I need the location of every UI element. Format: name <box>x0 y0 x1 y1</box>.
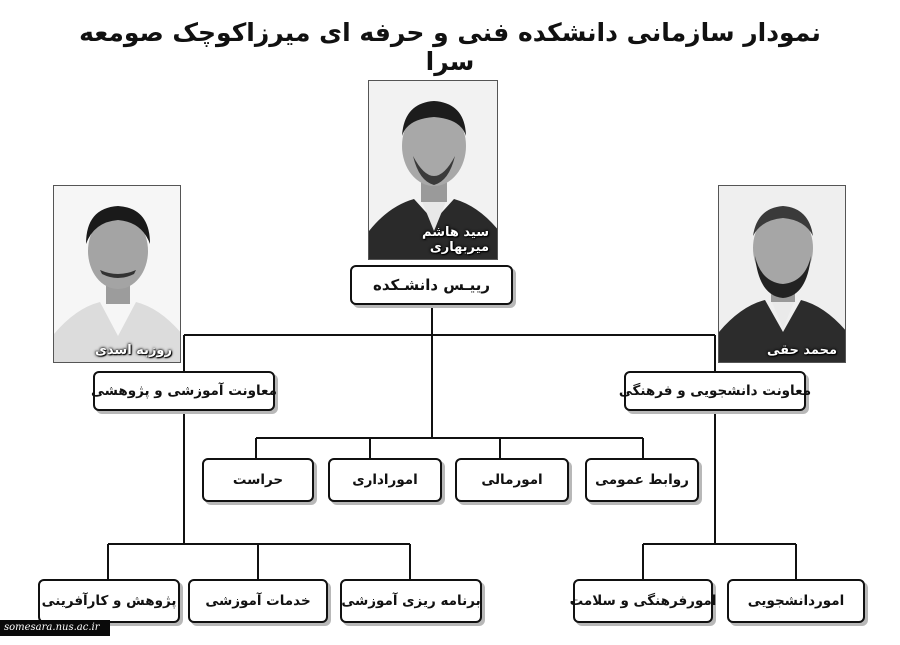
watermark: somesara.nus.ac.ir <box>0 620 110 636</box>
node-finance: امورمالی <box>455 458 569 502</box>
node-security: حراست <box>202 458 314 502</box>
head-photo <box>368 80 498 260</box>
academic-deputy-name: روزبه اسدی <box>94 343 172 358</box>
student-deputy-photo <box>718 185 846 363</box>
node-cultural-health: امورفرهنگی و سلامت <box>573 579 713 623</box>
academic-deputy-photo <box>53 185 181 363</box>
node-admin: اموراداری <box>328 458 442 502</box>
person-portrait-icon <box>719 186 846 363</box>
node-edu-services: خدمات آموزشی <box>188 579 328 623</box>
node-student-affairs: اموردانشجویی <box>727 579 865 623</box>
head-name: سید هاشم میربهاری <box>422 225 489 255</box>
node-dean: رییـس دانشـکده <box>350 265 513 305</box>
node-edu-planning: برنامه ریزی آموزشی <box>340 579 482 623</box>
student-deputy-name: محمد حقی <box>766 343 837 358</box>
person-portrait-icon <box>54 186 181 363</box>
chart-title: نمودار سازمانی دانشکده فنی و حرفه ای میرزاکوچک صومعه سرا <box>79 18 821 76</box>
node-student-deputy: معاونت دانشجویی و فرهنگی <box>624 371 806 411</box>
node-academic-deputy: معاونت آموزشی و پژوهشی <box>93 371 275 411</box>
node-public-relations: روابط عمومی <box>585 458 699 502</box>
node-research: پژوهش و کارآفرینی <box>38 579 180 623</box>
